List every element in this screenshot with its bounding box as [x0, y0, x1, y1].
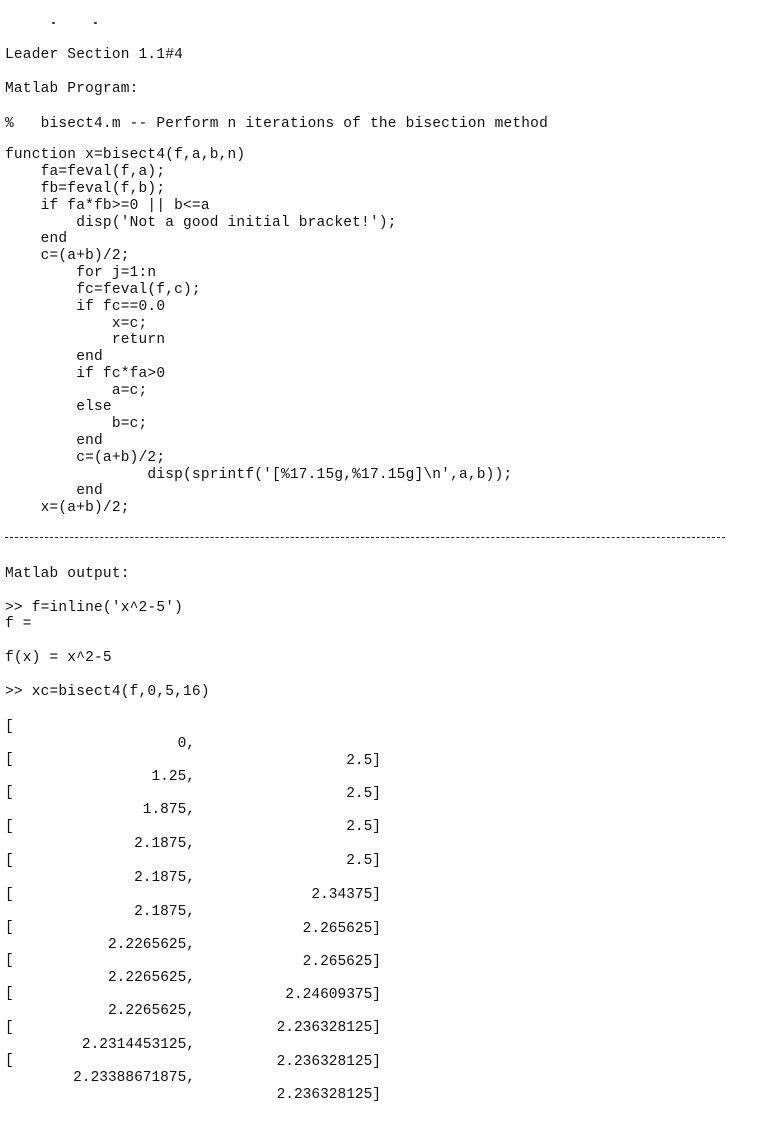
output-label: Matlab output:: [5, 566, 130, 582]
open-bracket: [: [5, 719, 14, 735]
code-line: c=(a+b)/2;: [5, 248, 130, 264]
code-line: b=c;: [5, 416, 148, 432]
bracket-left-value: 2.1875,: [134, 904, 195, 920]
code-line: fa=feval(f,a);: [5, 164, 166, 180]
code-line: x=(a+b)/2;: [5, 500, 130, 516]
console-output: f =: [5, 616, 32, 632]
code-line: if fc==0.0: [5, 299, 166, 315]
code-line: return: [5, 332, 166, 348]
bracket-row: [5, 802, 385, 869]
open-bracket: [: [5, 1053, 14, 1069]
open-bracket: [: [5, 1020, 14, 1036]
code-line: if fc*fa>0: [5, 366, 166, 382]
console-command: >> f=inline('x^2-5'): [5, 600, 184, 616]
bracket-right-value: 2.236328125]: [276, 1054, 381, 1070]
bracket-left-value: 2.2265625,: [107, 1003, 195, 1019]
code-line: end: [5, 433, 103, 449]
bracket-right-value: 2.24609375]: [285, 987, 381, 1003]
code-line: for j=1:n: [5, 265, 157, 281]
code-line: c=(a+b)/2;: [5, 450, 166, 466]
open-bracket: [: [5, 853, 14, 869]
bracket-row: [5, 903, 385, 970]
bracket-row: [5, 1003, 385, 1070]
code-line: a=c;: [5, 383, 148, 399]
bracket-right-value: 2.265625]: [302, 921, 381, 937]
bracket-right-value: 2.34375]: [311, 887, 381, 903]
bracket-row: [5, 1036, 385, 1103]
scan-speck: [94, 22, 97, 24]
code-line: end: [5, 483, 103, 499]
bracket-left-value: 2.2314453125,: [81, 1037, 195, 1053]
code-line: else: [5, 399, 112, 415]
code-line: fc=feval(f,c);: [5, 282, 201, 298]
code-line: disp(sprintf('[%17.15g,%17.15g]\n',a,b));: [5, 467, 513, 483]
bracket-left-value: 1.25,: [151, 769, 195, 785]
code-line: function x=bisect4(f,a,b,n): [5, 147, 246, 163]
bracket-right-value: 2.236328125]: [276, 1087, 381, 1103]
dashed-divider: [5, 537, 725, 538]
open-bracket: [: [5, 920, 14, 936]
bracket-row: [5, 768, 385, 835]
program-label: Matlab Program:: [5, 81, 139, 97]
bracket-row: [5, 735, 385, 802]
code-line: disp('Not a good initial bracket!');: [5, 215, 397, 231]
bracket-left-value: 1.875,: [142, 802, 195, 818]
bracket-left-value: 2.2265625,: [107, 937, 195, 953]
bracket-right-value: 2.5]: [346, 786, 381, 802]
scan-speck: [52, 22, 55, 24]
bracket-left-value: 2.1875,: [134, 870, 195, 886]
bracket-right-value: 2.236328125]: [276, 1020, 381, 1036]
open-bracket: [: [5, 887, 14, 903]
open-bracket: [: [5, 752, 14, 768]
bracket-left-value: 0,: [177, 736, 195, 752]
bracket-left-value: 2.2265625,: [107, 970, 195, 986]
code-line: end: [5, 231, 68, 247]
bracket-right-value: 2.265625]: [302, 954, 381, 970]
console-command: >> xc=bisect4(f,0,5,16): [5, 684, 210, 700]
bracket-right-value: 2.5]: [346, 853, 381, 869]
open-bracket: [: [5, 819, 14, 835]
code-line: if fa*fb>=0 || b<=a: [5, 198, 210, 214]
bracket-row: [5, 702, 385, 769]
code-line: fb=feval(f,b);: [5, 181, 166, 197]
document-title: Leader Section 1.1#4: [5, 47, 184, 63]
bracket-right-value: 2.5]: [346, 819, 381, 835]
bracket-left-value: 2.1875,: [134, 836, 195, 852]
bracket-row: [5, 936, 385, 1003]
bracket-left-value: 2.23388671875,: [73, 1070, 195, 1086]
open-bracket: [: [5, 986, 14, 1002]
code-comment-line: % bisect4.m -- Perform n iterations of the bisection method: [5, 116, 548, 132]
bracket-right-value: 2.5]: [346, 753, 381, 769]
console-output: f(x) = x^2-5: [5, 650, 112, 666]
open-bracket: [: [5, 953, 14, 969]
open-bracket: [: [5, 785, 14, 801]
code-line: end: [5, 349, 103, 365]
code-line: x=c;: [5, 316, 148, 332]
